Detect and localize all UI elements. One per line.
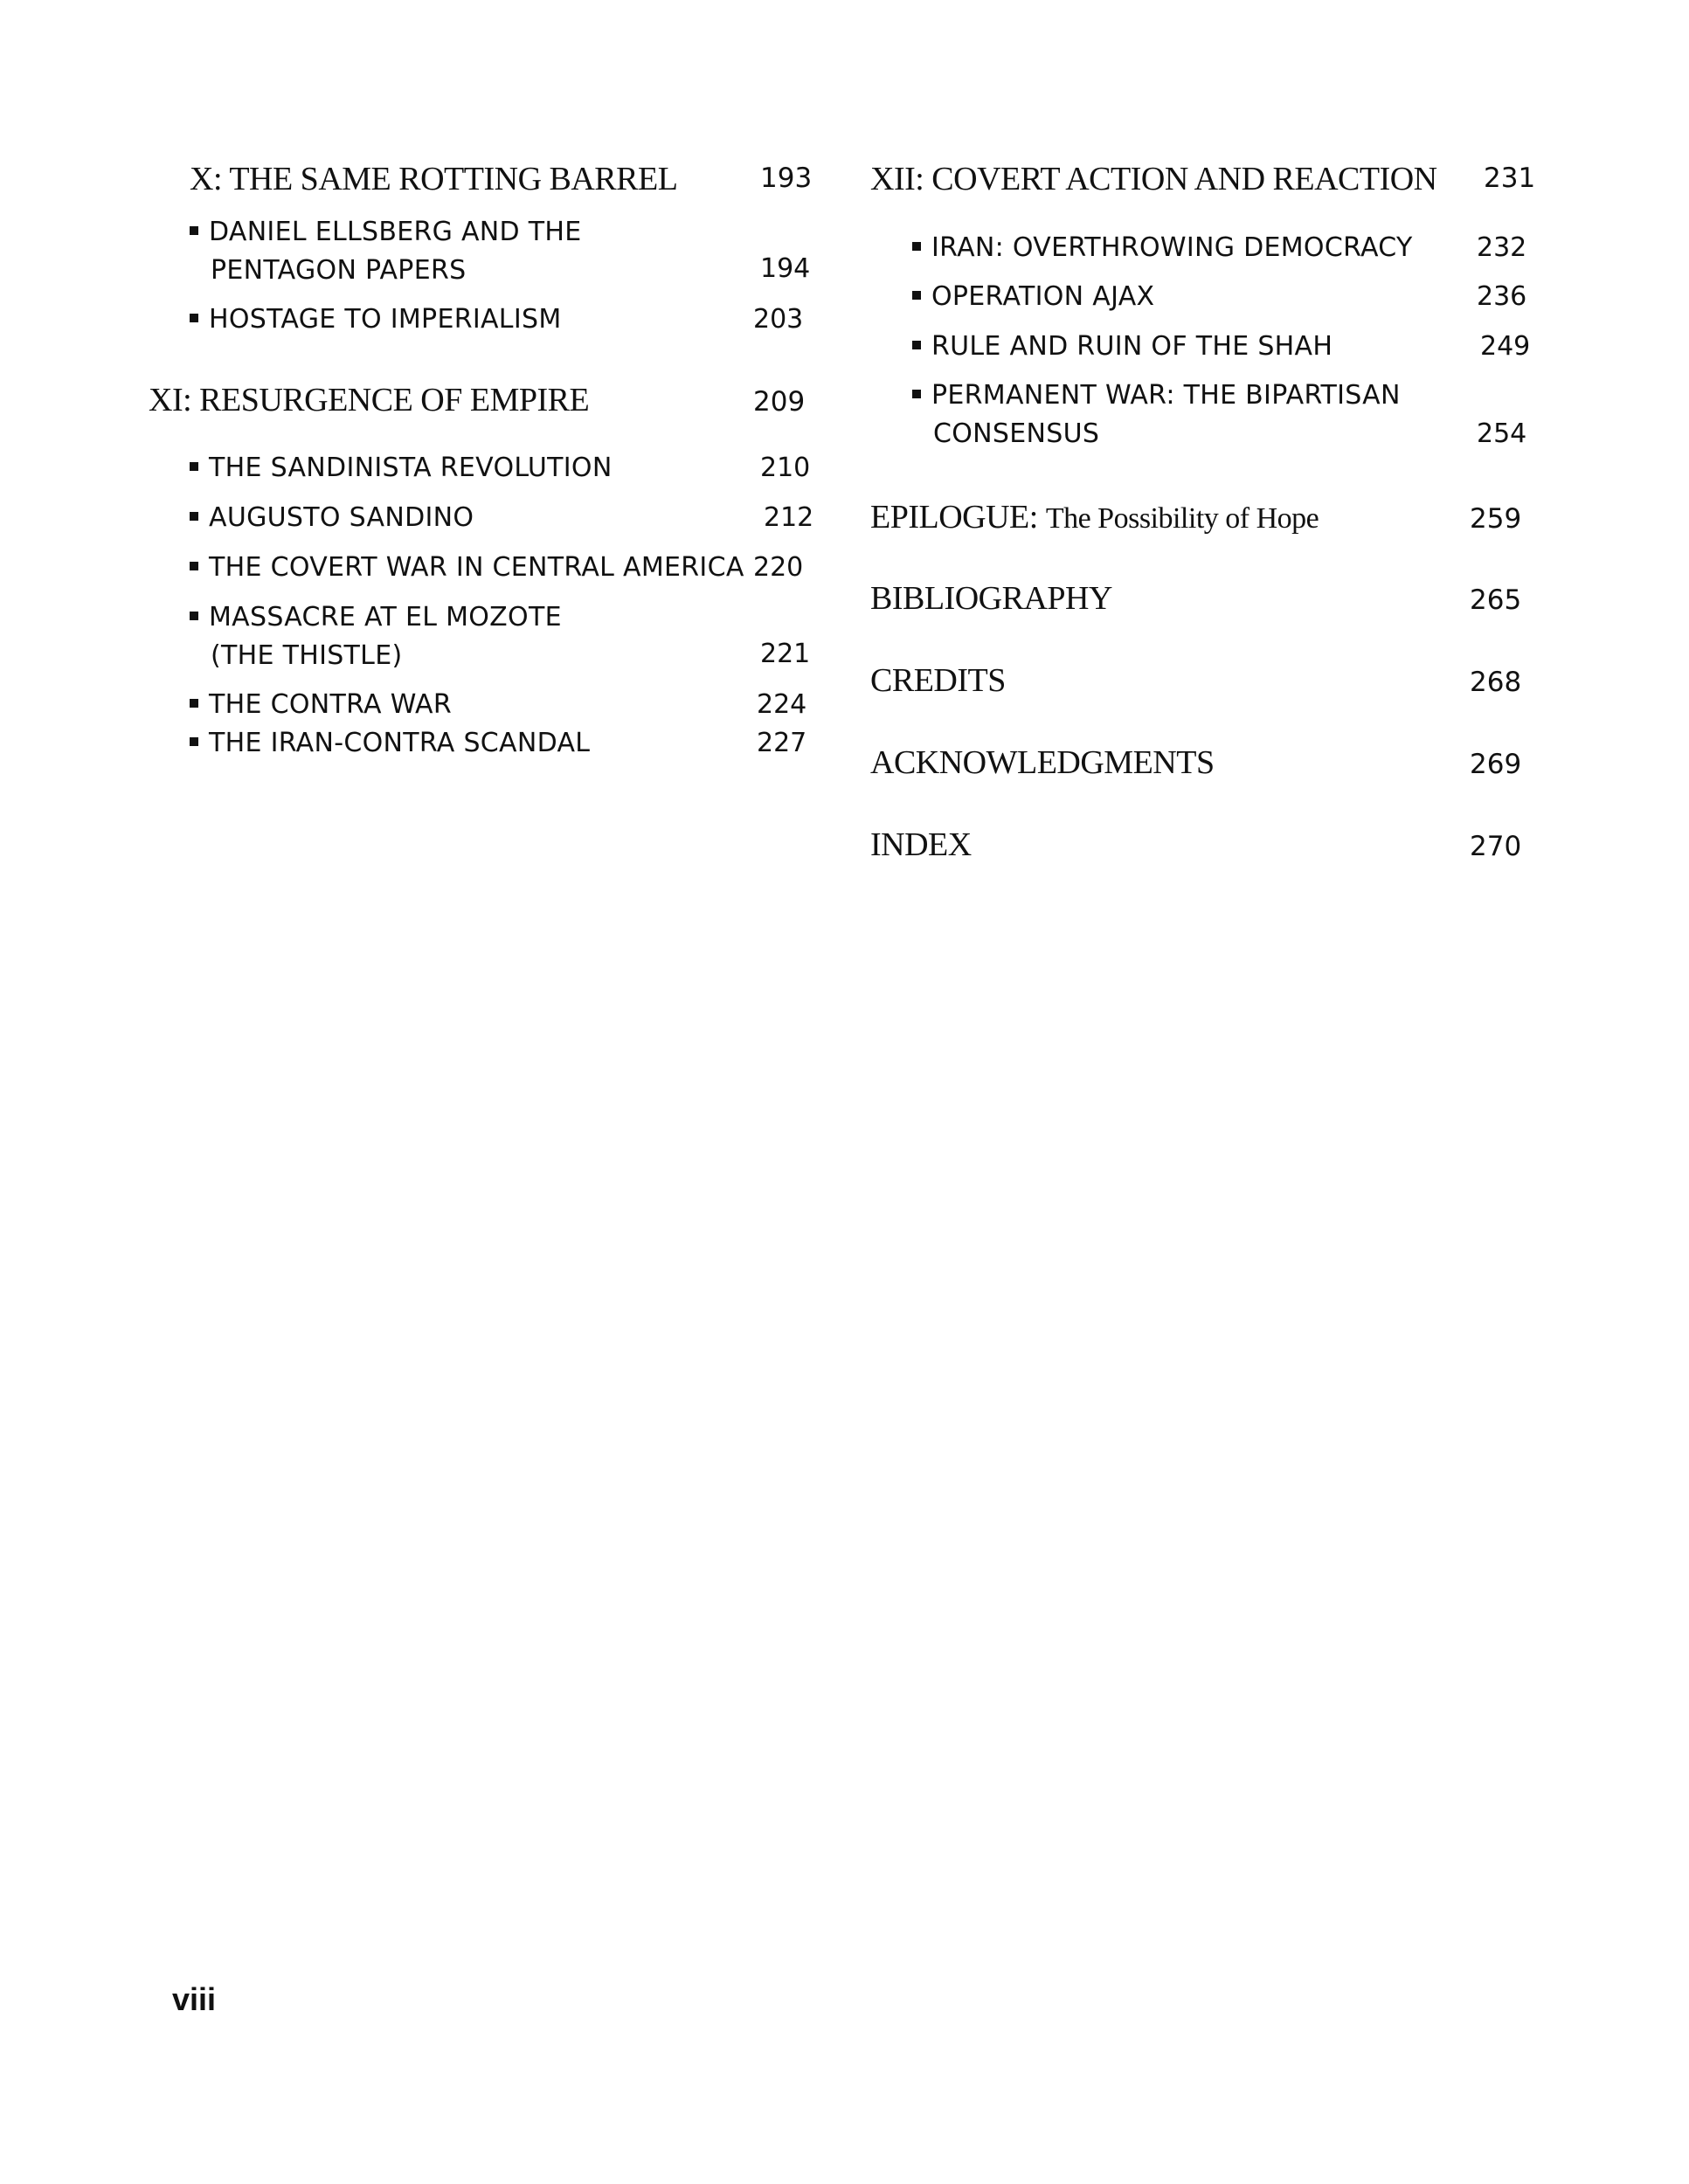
toc-subitem-page: 203	[753, 304, 804, 335]
chapter-x-title: X: THE SAME ROTTING BARREL	[190, 161, 678, 197]
bibliography-page: 265	[1470, 584, 1522, 616]
toc-subitem-page: 220	[753, 552, 804, 583]
toc-subitem: OPERATION AJAX	[912, 278, 1154, 316]
bullet-icon	[190, 226, 198, 235]
toc-subitem-page: 221	[760, 639, 811, 669]
credits-page: 268	[1470, 667, 1522, 698]
toc-subitem: MASSACRE AT EL MOZOTE (THE THISTLE)	[190, 598, 562, 675]
bullet-icon	[190, 462, 198, 471]
epilogue-page: 259	[1470, 503, 1522, 535]
index-title: INDEX	[870, 826, 972, 863]
toc-subitem: AUGUSTO SANDINO	[190, 499, 474, 537]
toc-subitem: DANIEL ELLSBERG AND THE PENTAGON PAPERS	[190, 213, 582, 290]
acknowledgments-page: 269	[1470, 749, 1522, 780]
toc-subitem-page: 227	[757, 728, 807, 758]
bullet-icon	[912, 390, 921, 398]
toc-subitem: IRAN: OVERTHROWING DEMOCRACY	[912, 229, 1413, 267]
toc-subitem-page: 212	[764, 502, 814, 533]
toc-subitem-page: 254	[1477, 418, 1527, 449]
bibliography-title: BIBLIOGRAPHY	[870, 580, 1112, 617]
toc-subitem: THE COVERT WAR IN CENTRAL AMERICA	[190, 549, 744, 587]
bullet-icon	[912, 291, 921, 300]
bullet-icon	[190, 699, 198, 708]
bullet-icon	[190, 612, 198, 620]
bullet-icon	[912, 341, 921, 349]
index-page: 270	[1470, 831, 1522, 862]
toc-subitem: THE IRAN-CONTRA SCANDAL	[190, 724, 590, 763]
toc-subitem: RULE AND RUIN OF THE SHAH	[912, 328, 1333, 366]
toc-subitem-page: 210	[760, 453, 811, 483]
bullet-icon	[190, 314, 198, 322]
chapter-xii-page: 231	[1484, 162, 1536, 194]
bullet-icon	[190, 562, 198, 570]
toc-subitem: THE SANDINISTA REVOLUTION	[190, 449, 613, 487]
toc-subitem-page: 232	[1477, 232, 1527, 263]
chapter-xi-page: 209	[753, 386, 806, 418]
acknowledgments-title: ACKNOWLEDGMENTS	[870, 744, 1215, 781]
bullet-icon	[190, 737, 198, 746]
page-folio: viii	[172, 1981, 217, 2017]
chapter-xi-title: XI: RESURGENCE OF EMPIRE	[149, 382, 590, 418]
toc-subitem-page: 236	[1477, 281, 1527, 312]
toc-subitem-page: 249	[1480, 331, 1531, 362]
toc-subitem: PERMANENT WAR: THE BIPARTISAN CONSENSUS	[912, 377, 1401, 453]
toc-subitem-page: 194	[760, 253, 811, 284]
bullet-icon	[190, 512, 198, 521]
toc-subitem: HOSTAGE TO IMPERIALISM	[190, 301, 562, 339]
chapter-xii-title: XII: COVERT ACTION AND REACTION	[870, 161, 1437, 197]
epilogue-title: EPILOGUE: The Possibility of Hope	[870, 499, 1319, 536]
toc-subitem-page: 224	[757, 689, 807, 720]
chapter-x-page: 193	[760, 162, 813, 194]
bullet-icon	[912, 242, 921, 251]
toc-subitem: THE CONTRA WAR	[190, 686, 452, 724]
credits-title: CREDITS	[870, 662, 1006, 699]
